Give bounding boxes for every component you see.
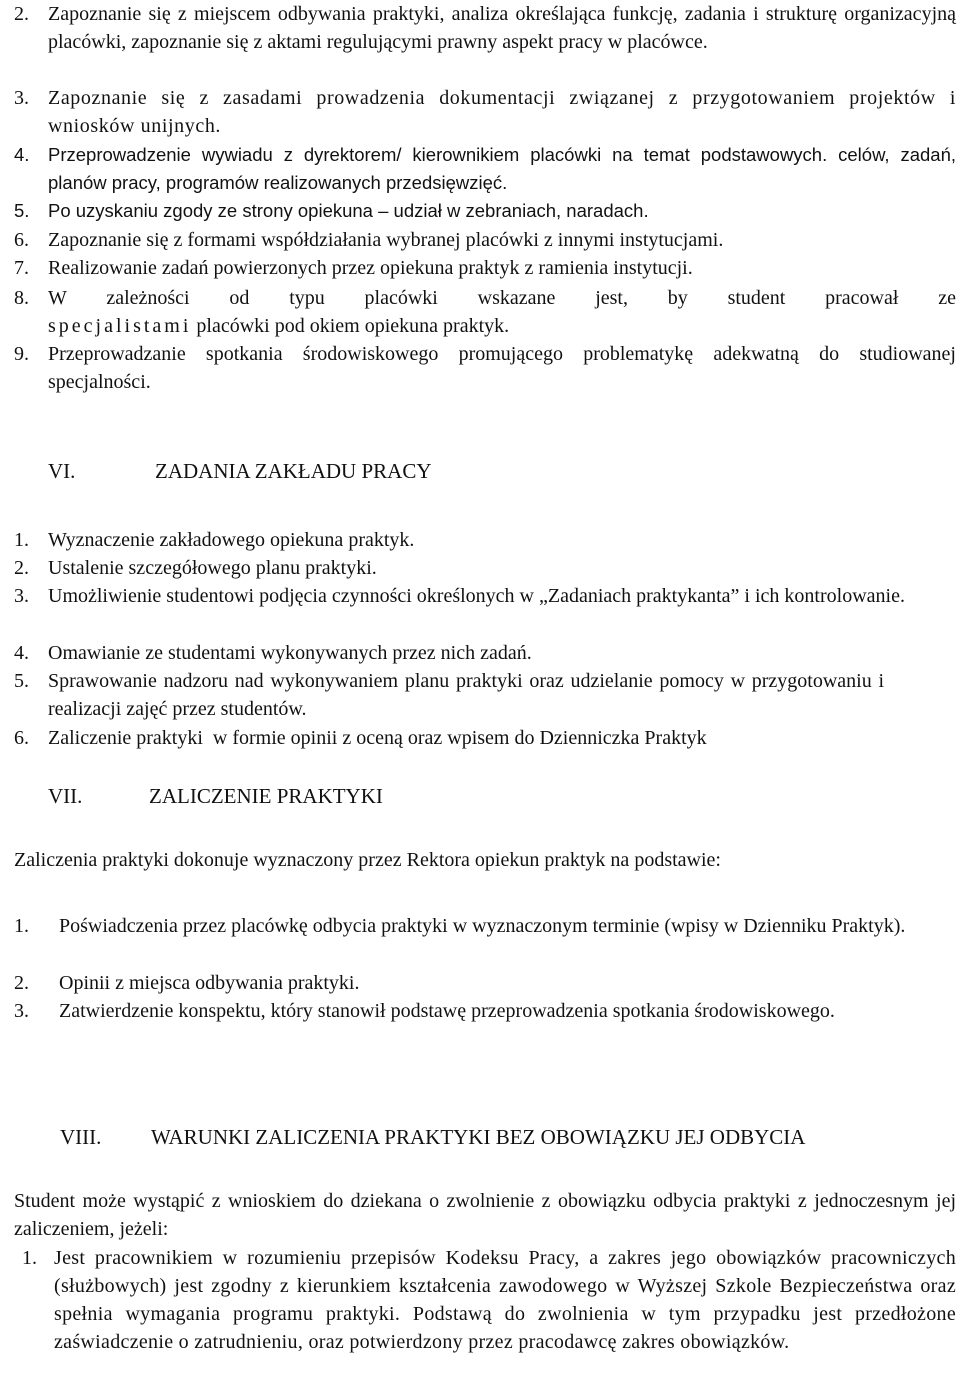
list-item-text: Zatwierdzenie konspektu, który stanowił podstawę przeprowadzenia spotkania środowiskowego. bbox=[59, 1000, 835, 1022]
list-item-number: 3. bbox=[14, 585, 29, 607]
list-item bbox=[14, 639, 956, 667]
list-item-text: Opinii z miejsca odbywania praktyki. bbox=[59, 972, 360, 994]
section-number: VIII. bbox=[60, 1125, 102, 1149]
list-item bbox=[14, 582, 934, 610]
section-title: ZALICZENIE PRAKTYKI bbox=[149, 784, 383, 808]
list-item-text: Ustalenie szczegółowego planu praktyki. bbox=[48, 557, 377, 579]
list-item-number: 2. bbox=[14, 3, 29, 25]
section-title: ZADANIA ZAKŁADU PRACY bbox=[155, 459, 432, 483]
list-item bbox=[14, 969, 956, 997]
list-item-text: Omawianie ze studentami wykonywanych przez nich zadań. bbox=[48, 642, 532, 664]
list-item-number: 5. bbox=[14, 670, 29, 692]
list-item-text: Zaliczenie praktyki w formie opinii z oceną oraz wpisem do Dzienniczka Praktyk bbox=[48, 727, 707, 749]
list-item-text: Przeprowadzanie spotkania środowiskowego promującego problematykę adekwatną do studiowanej specjalności. bbox=[48, 343, 956, 393]
list-item bbox=[14, 724, 956, 752]
list-item-text-line: W zależności od typu placówki wskazane jest, by student pracował ze bbox=[48, 287, 956, 309]
list-item bbox=[14, 667, 884, 723]
list-item-number: 8. bbox=[14, 287, 29, 309]
list-item-text: Zapoznanie się z formami współdziałania wybranej placówki z innymi instytucjami. bbox=[48, 229, 724, 251]
list-item-number: 6. bbox=[14, 727, 29, 749]
list-item bbox=[14, 997, 956, 1025]
list-item-text bbox=[48, 284, 956, 340]
list-item bbox=[14, 554, 956, 582]
list-item-text-rest: placówki pod okiem opiekuna praktyk. bbox=[196, 315, 510, 337]
list-item-number: 9. bbox=[14, 343, 29, 365]
section-number: VII. bbox=[48, 784, 83, 808]
list-item bbox=[14, 526, 956, 554]
list-item-number: 4. bbox=[14, 144, 30, 165]
section-number: VI. bbox=[48, 459, 76, 483]
list-item bbox=[14, 254, 956, 282]
list-item-number: 2. bbox=[14, 972, 29, 994]
list-item-number: 6. bbox=[14, 229, 29, 251]
list-item-number: 2. bbox=[14, 557, 29, 579]
list-item bbox=[14, 284, 956, 340]
list-item-text: Wyznaczenie zakładowego opiekuna praktyk. bbox=[48, 529, 415, 551]
list-item-text: Zapoznanie się z zasadami prowadzenia dokumentacji związanej z przygotowaniem projektów i wniosków unijnych. bbox=[48, 87, 956, 137]
list-item bbox=[14, 912, 956, 940]
list-item bbox=[14, 340, 956, 396]
list-item bbox=[14, 84, 956, 140]
list-item-number: 3. bbox=[14, 1000, 29, 1022]
list-item-text: Umożliwienie studentowi podjęcia czynności określonych w „Zadaniach praktykanta” i ich kontrolowanie. bbox=[48, 585, 905, 607]
list-item-number: 1. bbox=[14, 529, 29, 551]
list-item bbox=[14, 1244, 956, 1356]
list-item bbox=[14, 0, 956, 56]
list-item-number: 7. bbox=[14, 257, 29, 279]
list-item-number: 1. bbox=[22, 1247, 37, 1269]
list-item-text: Po uzyskaniu zgody ze strony opiekuna – udział w zebraniach, naradach. bbox=[48, 200, 649, 221]
section-intro: Student może wystąpić z wnioskiem do dziekana o zwolnienie z obowiązku odbycia praktyki z jednoczesnym jej zaliczeniem, jeżeli: bbox=[14, 1190, 956, 1240]
spaced-word: specjalistami bbox=[48, 315, 192, 337]
list-item bbox=[14, 226, 956, 254]
list-item bbox=[14, 141, 956, 197]
list-item-number: 4. bbox=[14, 642, 29, 664]
list-item-number: 3. bbox=[14, 87, 29, 109]
list-item-text: Realizowanie zadań powierzonych przez opiekuna praktyk z ramienia instytucji. bbox=[48, 257, 693, 279]
list-item-text: Zapoznanie się z miejscem odbywania praktyki, analiza określająca funkcję, zadania i strukturę organizacyjną placówki, zapoznanie się z aktami regulującymi prawny aspekt pracy w placówce. bbox=[48, 3, 956, 53]
list-item-text: Przeprowadzenie wywiadu z dyrektorem/ kierownikiem placówki na temat podstawowych. celów, zadań, planów pracy, programów realizowanych przedsięwzięć. bbox=[48, 144, 956, 193]
section-intro: Zaliczenia praktyki dokonuje wyznaczony przez Rektora opiekun praktyk na podstawie: bbox=[14, 849, 721, 871]
list-item-text: Jest pracownikiem w rozumieniu przepisów Kodeksu Pracy, a zakres jego obowiązków pracowniczych (służbowych) jest zgodny z kierunkiem kształcenia zawodowego w Wyższej Szkole Bezpieczeństwa oraz spełnia wymagania programu praktyki. Podstawą do zwolnienia w tym przypadku jest przedłożone zaświadczenie o zatrudnieniu, oraz potwierdzony przez pracodawcę zakres obowiązków. bbox=[54, 1247, 956, 1353]
list-item-text: Poświadczenia przez placówkę odbycia praktyki w wyznaczonym terminie (wpisy w Dzienniku Praktyk). bbox=[59, 915, 906, 937]
list-item-text: Sprawowanie nadzoru nad wykonywaniem planu praktyki oraz udzielanie pomocy w przygotowaniu i realizacji zajęć przez studentów. bbox=[48, 670, 884, 720]
section-title: WARUNKI ZALICZENIA PRAKTYKI BEZ OBOWIĄZKU JEJ ODBYCIA bbox=[151, 1125, 806, 1149]
list-item-text-line bbox=[48, 312, 956, 340]
list-item-number: 1. bbox=[14, 915, 29, 937]
list-item-number: 5. bbox=[14, 200, 30, 221]
list-item bbox=[14, 197, 956, 225]
